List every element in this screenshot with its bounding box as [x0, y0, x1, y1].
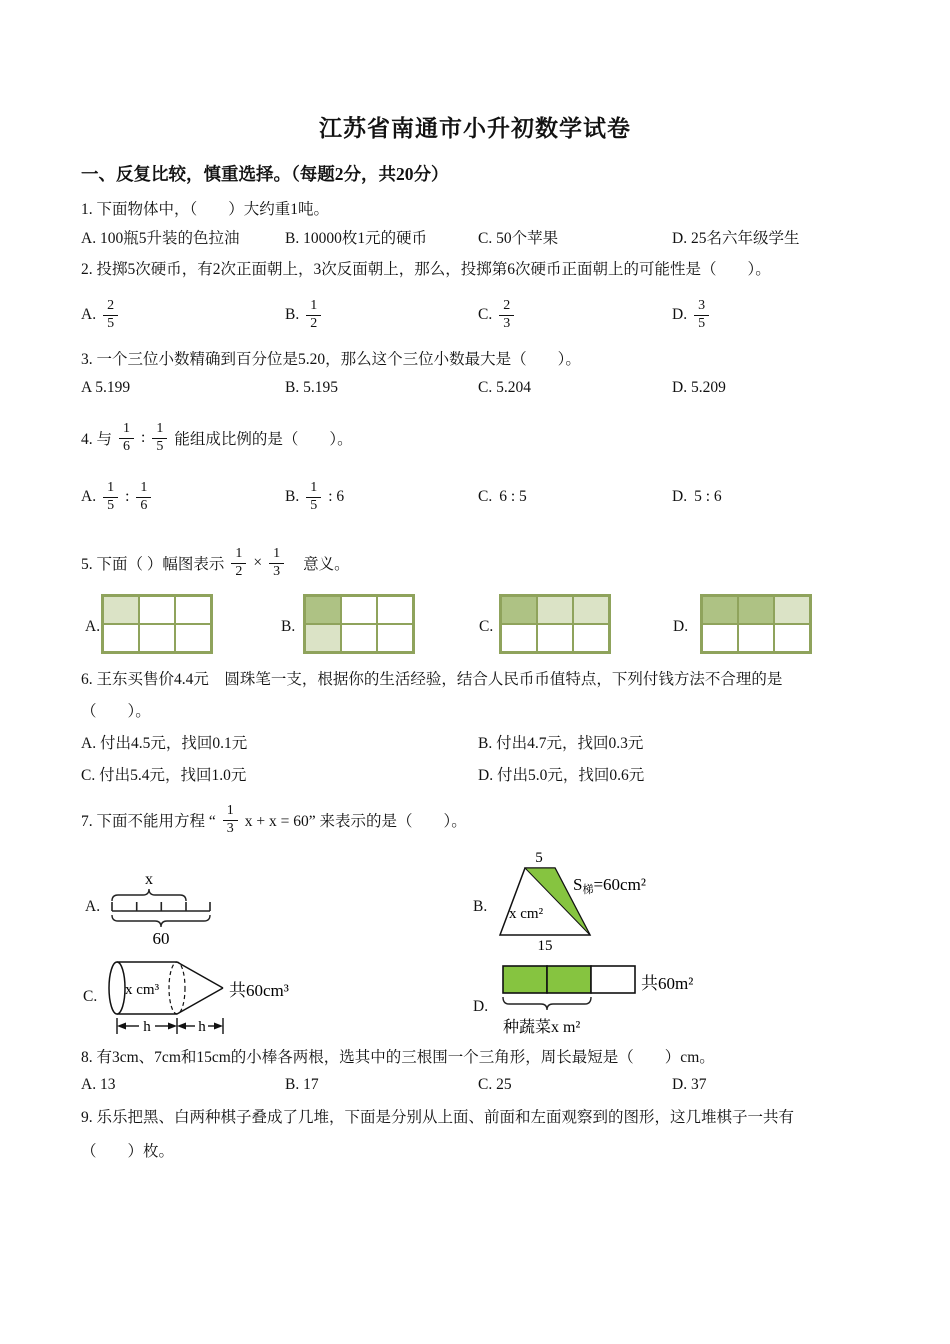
- q4-option-c: [478, 470, 527, 524]
- grid-cell: [305, 596, 341, 624]
- q8-option-d: D. 37: [672, 1076, 707, 1093]
- grid-cell: [501, 596, 537, 624]
- q6-option-c: C. 付出5.4元，找回1.0元: [81, 767, 247, 784]
- bottom-side-label: 15: [537, 938, 553, 952]
- fraction: $\frac{1}{5}$: [152, 421, 167, 454]
- grid-cell: [738, 624, 774, 652]
- h-dimension-label: h: [143, 1019, 151, 1035]
- q3-option-a: A 5.199: [81, 379, 131, 396]
- q1-options: [0, 226, 950, 250]
- grid-cell: [702, 624, 738, 652]
- q4-option-a: [81, 470, 151, 524]
- q6-option-b: B. 付出4.7元，找回0.3元: [478, 735, 644, 752]
- q4-stem-text: 4. 与: [81, 431, 113, 448]
- q7-stem: [0, 794, 950, 846]
- option-label: D.: [672, 306, 688, 323]
- q2-option-b: [285, 290, 321, 340]
- q3-option-b: B. 5.195: [285, 379, 338, 396]
- q2-options: [0, 290, 950, 340]
- grid-cell: [305, 624, 341, 652]
- grid-cell: [573, 596, 609, 624]
- ratio-colon: :: [125, 488, 130, 505]
- option-label: A.: [81, 306, 97, 323]
- total-area-label: 共60m²: [641, 974, 694, 993]
- multiply-sign: ×: [253, 554, 263, 571]
- option-text: : 6: [328, 488, 345, 505]
- option-label: A.: [81, 488, 97, 505]
- x-label: x: [145, 871, 153, 888]
- total-volume-label: 共60cm³: [229, 981, 289, 1000]
- q5-figure-c-grid: [499, 594, 611, 654]
- q7-figure-d-label: D.: [473, 998, 489, 1015]
- q5-stem-text: 意义。: [303, 556, 350, 573]
- section-one-heading: 一、反复比较，慎重选择。（每题2分，共20分）: [81, 164, 449, 184]
- q6-option-a: A. 付出4.5元，找回0.1元: [81, 735, 248, 752]
- q7-figure-c-cylinder-cone-diagram: [103, 956, 313, 1040]
- q5-stem-text: 5. 下面（ ）幅图表示: [81, 556, 225, 573]
- top-side-label: 5: [535, 850, 543, 866]
- page-title: 江苏省南通市小升初数学试卷: [319, 116, 631, 141]
- fraction: $\frac{1}{3}$: [269, 546, 284, 579]
- q8-option-c: C. 25: [478, 1076, 512, 1093]
- q2-option-c: [478, 290, 514, 340]
- q7-stem-text: 7. 下面不能用方程 “: [81, 813, 216, 830]
- grid-cell: [738, 596, 774, 624]
- q5-figures: [0, 594, 950, 660]
- fraction: $\frac{1}{5}$: [306, 480, 321, 513]
- q6-option-d: D. 付出5.0元，找回0.6元: [478, 767, 645, 784]
- cylinder-volume-label: x cm³: [125, 982, 160, 998]
- q1-stem: 1. 下面物体中，（ ）大约重1吨。: [81, 201, 330, 218]
- grid-cell: [774, 596, 810, 624]
- q5-figure-a-label: A.: [85, 618, 101, 635]
- fraction: $\frac{3}{5}$: [694, 298, 709, 331]
- option-label: B.: [285, 306, 300, 323]
- grid-cell: [103, 596, 139, 624]
- q4-option-b: [285, 470, 344, 524]
- q5-figure-b-label: B.: [281, 618, 296, 635]
- q3-option-c: C. 5.204: [478, 379, 531, 396]
- trapezoid-area-equation: S梯=60cm²: [573, 875, 646, 896]
- fraction: $\frac{1}{2}$: [231, 546, 246, 579]
- q9-stem-line1: 9. 乐乐把黑、白两种棋子叠成了几堆，下面是分别从上面、前面和左面观察到的图形，这几堆棋子一共有: [81, 1109, 795, 1126]
- grid-cell: [175, 596, 211, 624]
- q7-figure-b-label: B.: [473, 898, 488, 915]
- fraction: $\frac{1}{6}$: [119, 421, 134, 454]
- q8-option-b: B. 17: [285, 1076, 319, 1093]
- q4-stem-text: 能组成比例的是（ ）。: [174, 431, 353, 448]
- total-label: 60: [152, 929, 170, 948]
- q3-stem: 3. 一个三位小数精确到百分位是5.20，那么这个三位小数最大是（ ）。: [81, 351, 581, 368]
- q7-figure-c-label: C.: [83, 988, 98, 1005]
- q2-option-d: [672, 290, 709, 340]
- fraction: $\frac{1}{3}$: [223, 803, 238, 836]
- q7-figure-b-trapezoid-diagram: [495, 848, 715, 952]
- q7-figure-a-label: A.: [85, 898, 101, 915]
- option-text: 6 : 5: [499, 488, 527, 505]
- q8-options: [0, 1076, 950, 1100]
- q8-option-a: A. 13: [81, 1076, 116, 1093]
- grid-cell: [702, 596, 738, 624]
- grid-cell: [103, 624, 139, 652]
- fraction: $\frac{2}{5}$: [103, 298, 118, 331]
- q1-option-d: D. 25名六年级学生: [672, 230, 800, 247]
- q7-figure-a-bar-diagram: [102, 856, 232, 952]
- q1-option-c: C. 50个苹果: [478, 230, 559, 247]
- ratio-colon: :: [141, 429, 146, 446]
- q1-option-b: B. 10000枚1元的硬币: [285, 230, 428, 247]
- fraction: $\frac{1}{5}$: [103, 480, 118, 513]
- h-dimension-label: h: [198, 1019, 206, 1035]
- q6-options-row2: [0, 763, 950, 787]
- fraction: $\frac{1}{6}$: [136, 480, 151, 513]
- grid-cell: [139, 596, 175, 624]
- grid-cell: [501, 624, 537, 652]
- q3-option-d: D. 5.209: [672, 379, 726, 396]
- q4-stem: [0, 410, 950, 466]
- grid-cell: [377, 624, 413, 652]
- fraction: $\frac{2}{3}$: [499, 298, 514, 331]
- q5-stem: [0, 537, 950, 589]
- option-label: B.: [285, 488, 300, 505]
- fraction: $\frac{1}{2}$: [306, 298, 321, 331]
- grid-cell: [537, 624, 573, 652]
- grid-cell: [175, 624, 211, 652]
- q5-figure-d-grid: [700, 594, 812, 654]
- q1-option-a: A. 100瓶5升装的色拉油: [81, 230, 240, 247]
- q7-figure-d-area-bar-diagram: [495, 952, 730, 1040]
- grid-cell: [774, 624, 810, 652]
- q6-options-row1: [0, 731, 950, 755]
- q5-figure-d-label: D.: [673, 618, 689, 635]
- option-label: C.: [478, 306, 493, 323]
- grid-cell: [341, 596, 377, 624]
- grid-cell: [341, 624, 377, 652]
- vegetable-area-label: 种蔬菜x m²: [503, 1019, 581, 1036]
- q3-options: [0, 379, 950, 403]
- option-label: C.: [478, 488, 493, 505]
- q2-stem: 2. 投掷5次硬币，有2次正面朝上，3次反面朝上，那么，投掷第6次硬币正面朝上的可能性是（ ）。: [81, 261, 771, 278]
- grid-cell: [537, 596, 573, 624]
- area-label: x cm²: [509, 906, 544, 922]
- q4-option-d: [672, 470, 722, 524]
- q6-stem-line2: （ ）。: [81, 703, 151, 720]
- q2-option-a: [81, 290, 118, 340]
- q4-options: [0, 470, 950, 524]
- q8-stem: 8. 有3cm、7cm和15cm的小棒各两根，选其中的三根围一个三角形，周长最短是（ ）cm。: [81, 1049, 715, 1066]
- q5-figure-c-label: C.: [479, 618, 494, 635]
- q6-stem-line1: 6. 王东买售价4.4元 圆珠笔一支，根据你的生活经验，结合人民币币值特点，下列付钱方法不合理的是: [81, 671, 783, 688]
- grid-cell: [377, 596, 413, 624]
- q5-figure-b-grid: [303, 594, 415, 654]
- q7-stem-text: x + x = 60” 来表示的是（ ）。: [244, 813, 467, 830]
- option-text: 5 : 6: [694, 488, 722, 505]
- grid-cell: [139, 624, 175, 652]
- q5-figure-a-grid: [101, 594, 213, 654]
- option-label: D.: [672, 488, 688, 505]
- q9-stem-line2: （ ）枚。: [81, 1143, 175, 1160]
- grid-cell: [573, 624, 609, 652]
